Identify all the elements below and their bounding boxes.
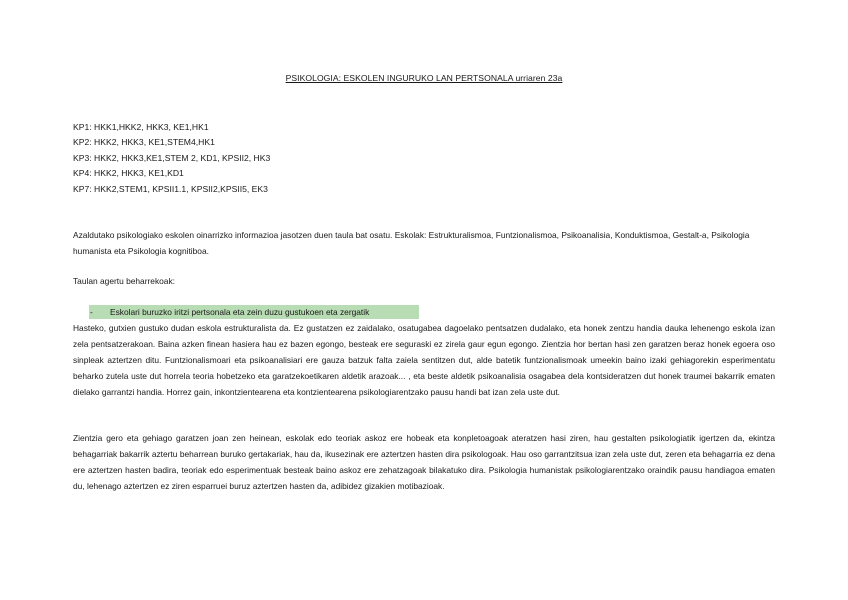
kp-line: KP2: HKK2, HKK3, KE1,STEM4,HK1: [73, 137, 215, 148]
kp-line: KP1: HKK1,HKK2, HKK3, KE1,HK1: [73, 122, 209, 132]
lead-text: Taulan agertu beharrekoak:: [73, 276, 175, 286]
bullet-dash: -: [90, 307, 93, 317]
kp-line: KP4: HKK2, HKK3, KE1,KD1: [73, 168, 184, 179]
highlighted-bullet: [89, 305, 419, 319]
body-paragraph-2: Zientzia gero eta gehiago garatzen joan zen heinean, eskolak edo teoriak askoz ere hobeak eta konpletoagoak ateratzen hasi ziren, hau gestalten psikologiatik igertzen da, ekintza behagarriak bakarrik aztertu beharrean buruko gertakariak, hau da, ikusezinak ere aztertzen hasten dira psikologoak. Hau oso garrantzitsua izan zela uste dut, zeren eta behagarria ez dena ere aztertzen hasten badira, teoriak edo esperimentuak besteak baino askoz ere zehatzagoak bilakatuko dira. Psikologia humanistak psikologiarentzako oraindik pausu handiagoa ematen du, lehenago aztertzen ez ziren esparruei buruz aztertzen hasten da, adibidez gizakien motibazioak.: [73, 433, 775, 491]
kp-line: KP3: HKK2, HKK3,KE1,STEM 2, KD1, KPSII2, HK3: [73, 152, 271, 163]
intro-paragraph: Azaldutako psikologiako eskolen oinarrizko informazioa jasotzen duen taula bat osatu. Eskolak: Estrukturalismoa, Funtzionalismoa, Psikoanalisia, Konduktismoa, Gestalt-a, Psikologia humanista eta Psikologia kognitiboa.: [73, 230, 750, 256]
kp-line: KP7: HKK2,STEM1, KPSII1.1, KPSII2,KPSII5, EK3: [73, 183, 268, 194]
bullet-text: Eskolari buruzko iritzi pertsonala eta zein duzu gustukoen eta zergatik: [110, 307, 370, 317]
body-paragraph-1: Hasteko, gutxien gustuko dudan eskola estrukturalista da. Ez gustatzen ez zaidalako, osatugabea dagoelako pentsatzen dudalako, eta honek zentzu handia dauka lehenengo eskola izan zela pentsatzerakoan. Baina azken finean hasiera hau ez bazen egongo, besteak ere seguraski ez zirela gaur egun egongo. Zientzia hor bertan hasi zen garatzen beraz honek egoera oso sinpleak aztertzen ditu. Funtzionalismoari eta psikoanalisiari ere gauza batzuk falta zaiela sentitzen dut, alde batetik funtzionalismoak umeekin baino izaki gehiagorekin esperimentatu beharko zutela uste dut horrela teoria hobetzeko eta garatzekoetikaren aldetik arazoak... , eta beste aldetik psikoanalisia osagabea dela kontsideratzen dut honek traumei bakarrik ematen dielako garrantzi handia. Horrez gain, inkontzientearena eta kontzientearena psikologiarentzako pausu handi bat izan zela uste dut.: [73, 323, 775, 397]
kp-list: [73, 120, 270, 197]
document-title: PSIKOLOGIA: ESKOLEN INGURUKO LAN PERTSONALA urriaren 23a: [285, 73, 563, 83]
